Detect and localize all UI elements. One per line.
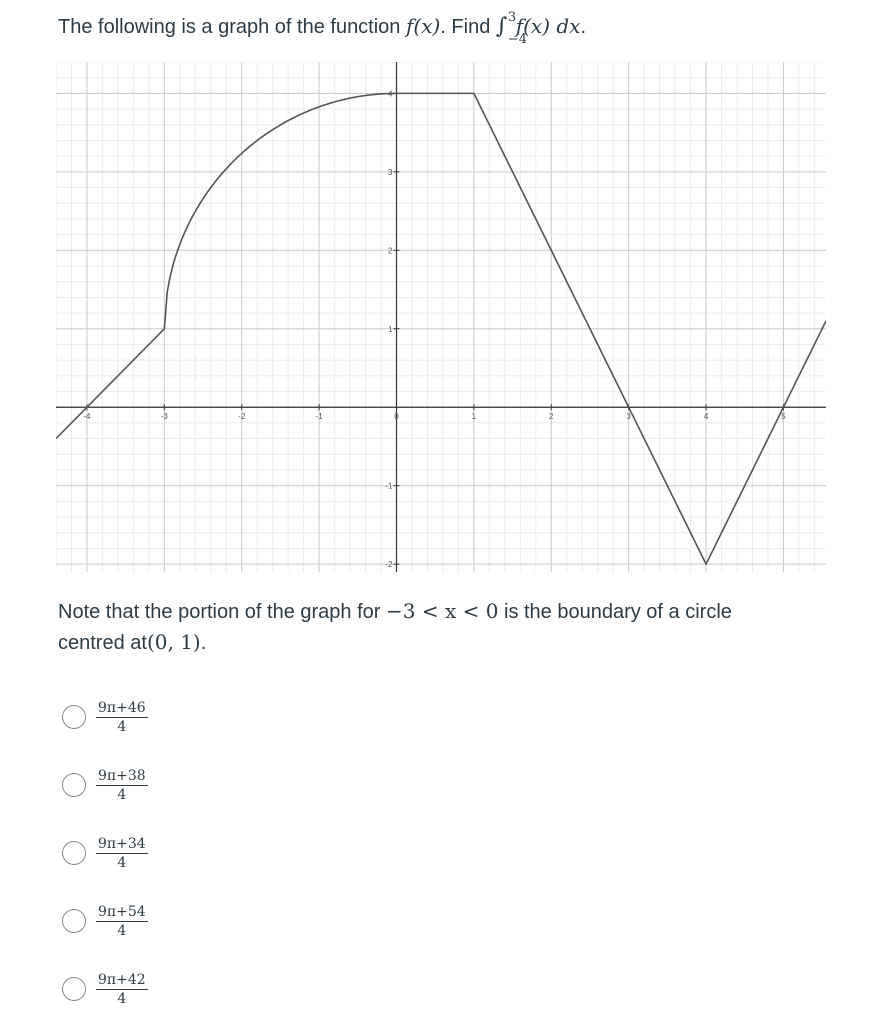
y-tick-label: -2 (385, 560, 393, 570)
integral-sign: ∫ (495, 14, 508, 39)
option-fraction (96, 904, 148, 939)
x-tick-label: -3 (160, 412, 168, 422)
radio-button[interactable] (62, 909, 86, 933)
function-graph (56, 62, 826, 572)
answer-option-5[interactable] (60, 972, 260, 1022)
fraction-denominator: 4 (117, 855, 127, 871)
fraction-denominator: 4 (117, 991, 127, 1007)
question-prefix: The following is a graph of the function (58, 16, 406, 38)
note-text-start: Note that the portion of the graph for (58, 601, 386, 623)
y-tick-label: -1 (385, 481, 393, 491)
fraction-denominator: 4 (117, 787, 127, 803)
radio-button[interactable] (62, 841, 86, 865)
minor-grid (56, 62, 826, 572)
note-text (58, 596, 858, 658)
x-tick-label: -4 (83, 412, 91, 422)
answer-option-2[interactable] (60, 768, 260, 818)
x-tick-label: 3 (626, 412, 631, 422)
curve-line-segment (56, 329, 164, 439)
option-fraction (96, 972, 148, 1007)
x-tick-label: -1 (315, 412, 323, 422)
answer-option-3[interactable] (60, 836, 260, 886)
y-tick-label: 2 (388, 246, 393, 256)
x-tick-label: 2 (549, 412, 554, 422)
question-function: f(x) (406, 14, 441, 38)
fraction-numerator: 9π+34 (98, 836, 146, 852)
answer-option-4[interactable] (60, 904, 260, 954)
question-text (58, 10, 878, 47)
radio-button[interactable] (62, 977, 86, 1001)
curve-arc-segment (164, 93, 396, 328)
y-tick-label: 4 (388, 89, 393, 99)
x-tick-label: 1 (471, 412, 477, 422)
x-tick-label: 5 (781, 412, 786, 422)
x-tick-label: 0 (394, 412, 399, 422)
integral-upper-limit: 3 (507, 10, 517, 25)
y-tick-label: 3 (388, 167, 393, 177)
fraction-numerator: 9π+42 (98, 972, 146, 988)
note-center-point: (0, 1) (146, 630, 201, 654)
answer-option-1[interactable] (60, 700, 260, 750)
y-tick-label: 1 (388, 324, 393, 334)
question-mid: . Find (440, 16, 496, 38)
note-text-middle: is the boundary of a circle (498, 601, 732, 623)
x-tick-label: -2 (238, 412, 246, 422)
option-fraction (96, 836, 148, 871)
integral-expression (495, 10, 528, 47)
x-tick-label: 4 (703, 412, 709, 422)
fraction-numerator: 9π+46 (98, 700, 146, 716)
option-fraction (96, 768, 148, 803)
fraction-denominator: 4 (117, 719, 127, 735)
note-text-centred: centred at (58, 632, 147, 654)
fraction-denominator: 4 (117, 923, 127, 939)
radio-button[interactable] (62, 705, 86, 729)
major-grid (56, 62, 826, 572)
question-suffix: . (580, 16, 586, 38)
note-text-end: . (200, 632, 207, 654)
note-inequality: −3 < x < 0 (386, 599, 499, 623)
fraction-numerator: 9π+54 (98, 904, 146, 920)
option-fraction (96, 700, 148, 735)
axes (56, 62, 826, 572)
integral-lower-limit: −4 (507, 32, 528, 47)
integrand: f(x) dx (515, 14, 581, 38)
radio-button[interactable] (62, 773, 86, 797)
fraction-numerator: 9π+38 (98, 768, 146, 784)
